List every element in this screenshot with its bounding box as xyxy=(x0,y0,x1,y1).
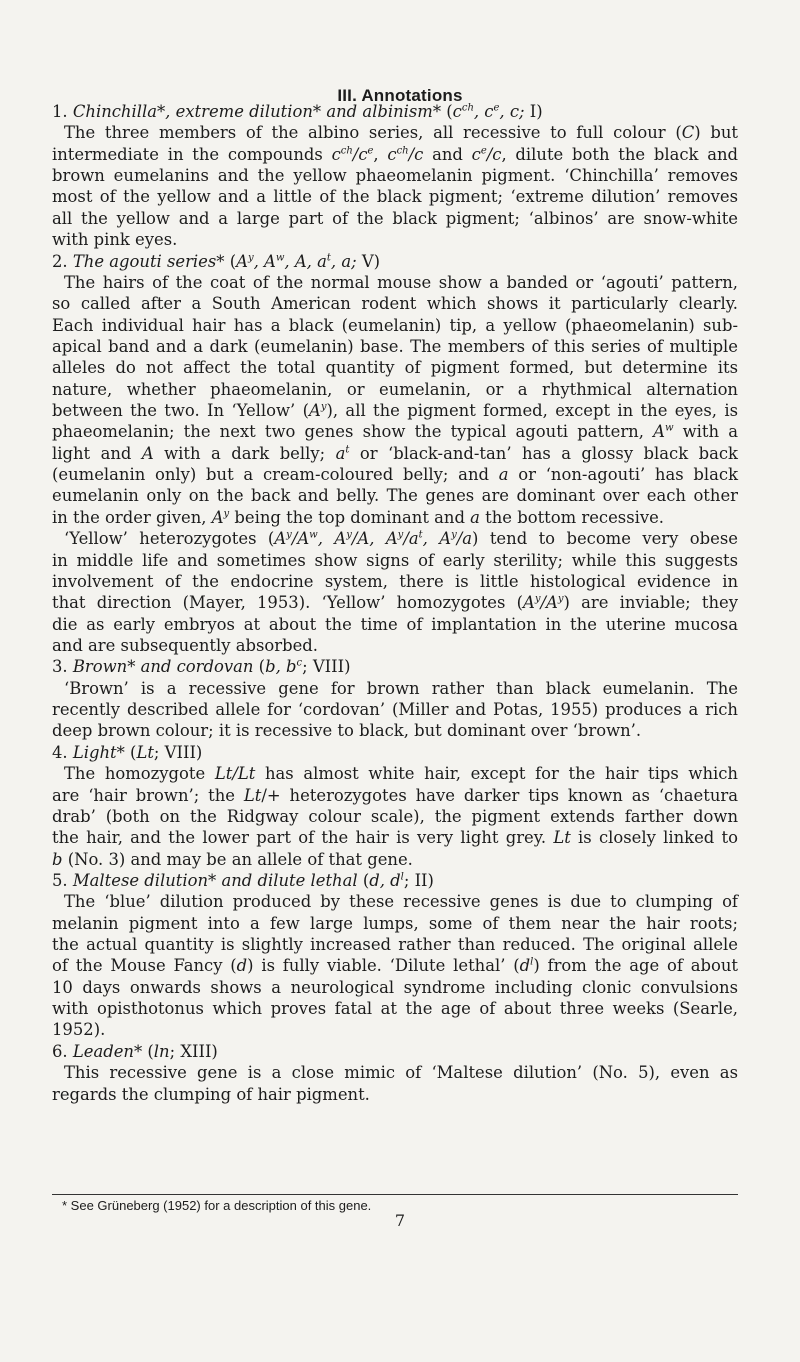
text-line: all the yellow and a large part of the black pigment; ‘albinos’ are snow-white xyxy=(52,208,738,228)
text-line: The homozygote Lt/Lt has almost white hair, except for the hair tips which xyxy=(64,764,738,784)
text-line: the hair, and the lower part of the hair is very light grey. Lt is closely linked to xyxy=(52,828,738,848)
text-line: alleles do not affect the total quantity of pigment formed, but determine its xyxy=(52,358,738,378)
text-line: of the Mouse Fancy (d) is fully viable. ‘Dilute lethal’ $(d^l)$ from the age of about xyxy=(52,956,738,976)
text-line: that direction (Mayer, 1953). ‘Yellow’ homozygotes $(A^y/A^y)$ are inviable; they xyxy=(52,593,738,613)
text-line: with opisthotonus which proves fatal at the age of about three weeks (Searle, xyxy=(52,999,738,1019)
text-line: so called after a South American rodent which shows it particularly clearly. xyxy=(52,294,738,314)
text-line: 3. Brown* and cordovan (b, $b^c$; VIII) xyxy=(52,657,351,677)
text-line: and are subsequently absorbed. xyxy=(52,636,318,655)
text-line: eumelanin only on the back and belly. The genes are dominant over each other xyxy=(52,486,738,506)
footnote-divider xyxy=(52,1194,738,1195)
text-line: The ‘blue’ dilution produced by these recessive genes is due to clumping of xyxy=(64,892,738,912)
text-line: between the two. In ‘Yellow’ $(A^y)$, all the pigment formed, except in the eyes, is xyxy=(52,401,738,421)
text-line: 4. Light* (Lt; VIII) xyxy=(52,742,203,762)
text-line: The three members of the albino series, all recessive to full colour (C) but xyxy=(64,123,738,143)
text-line: die as early embryos at about the time of implantation in the uterine mucosa xyxy=(52,614,738,634)
text-line: (eumelanin only) but a cream-coloured belly; and a or ‘non-agouti’ has black xyxy=(52,465,738,485)
text-line: 2. The agouti series* ($A^y$, $A^w$, A, $a^t$, a; V) xyxy=(52,251,381,271)
text-line: b (No. 3) and may be an allele of that gene. xyxy=(52,849,413,869)
text-line: ‘Yellow’ heterozygotes ($A^y/A^w$, $A^y/A$, $A^y/a^t$, $A^y/a$) tend to become very obese xyxy=(64,529,738,549)
text-line: phaeomelanin; the next two genes show the typical agouti pattern, $A^w$ with a xyxy=(52,422,738,442)
text-line: light and A with a dark belly; $a^t$ or ‘black-and-tan’ has a glossy black back xyxy=(52,443,738,463)
text-line: the actual quantity is slightly increased rather than reduced. The original allele xyxy=(52,935,738,955)
text-line: nature, whether phaeomelanin, or eumelanin, or a rhythmical alternation xyxy=(52,379,738,399)
text-line: 1952). xyxy=(52,1020,106,1040)
text-line: The hairs of the coat of the normal mouse show a banded or ‘agouti’ pattern, xyxy=(64,272,738,292)
text-line: are ‘hair brown’; the Lt/+ heterozygotes have darker tips known as ‘chaetura xyxy=(52,785,739,805)
text-line: apical band and a dark (eumelanin) base. The members of this series of multiple xyxy=(52,336,738,356)
text-line: in middle life and sometimes show signs of early sterility; while this suggests xyxy=(52,550,738,570)
text-line: 6. Leaden* (ln; XIII) xyxy=(52,1041,218,1061)
text-line: with pink eyes. xyxy=(52,230,178,250)
text-line: brown eumelanins and the yellow phaeomelanin pigment. ‘Chinchilla’ removes xyxy=(52,166,738,186)
text-line: Each individual hair has a black (eumelanin) tip, a yellow (phaeomelanin) sub- xyxy=(52,315,738,335)
text-line: most of the yellow and a little of the black pigment; ‘extreme dilution’ removes xyxy=(52,187,738,207)
text-line: melanin pigment into a few large lumps, some of them near the hair roots; xyxy=(52,913,738,933)
section-heading: III. Annotations xyxy=(337,86,463,105)
footnote: * See Grüneberg (1952) for a description of this gene. xyxy=(62,1198,372,1213)
text-line: drab’ (both on the Ridgway colour scale), the pigment extends farther down xyxy=(52,806,738,826)
text-line: 1. Chinchilla*, extreme dilution* and albinism* ($c^{ch}$, $c^e$, c; I) xyxy=(52,102,543,121)
text-line: recently described allele for ‘cordovan’ (Miller and Potas, 1955) produces a rich xyxy=(52,700,738,720)
text-line: ‘Brown’ is a recessive gene for brown rather than black eumelanin. The xyxy=(64,678,738,698)
text-line: intermediate in the compounds $c^{ch}/c^e$, $c^{ch}/c$ and $c^e/c$, dilute both the black and xyxy=(52,144,739,164)
text-line: in the order given, $A^y$ being the top dominant and a the bottom recessive. xyxy=(52,507,665,527)
text-line: regards the clumping of hair pigment. xyxy=(52,1084,370,1104)
page-number: 7 xyxy=(394,1211,406,1230)
text-line: 5. Maltese dilution* and dilute lethal (d, $d^l$; II) xyxy=(52,870,434,890)
text-line: This recessive gene is a close mimic of ‘Maltese dilution’ (No. 5), even as xyxy=(64,1063,738,1083)
text-line: involvement of the endocrine system, there is little histological evidence in xyxy=(52,571,738,591)
text-line: deep brown colour; it is recessive to black, but dominant over ‘brown’. xyxy=(52,721,642,741)
text-line: 10 days onwards shows a neurological syndrome including clonic convulsions xyxy=(52,977,738,997)
